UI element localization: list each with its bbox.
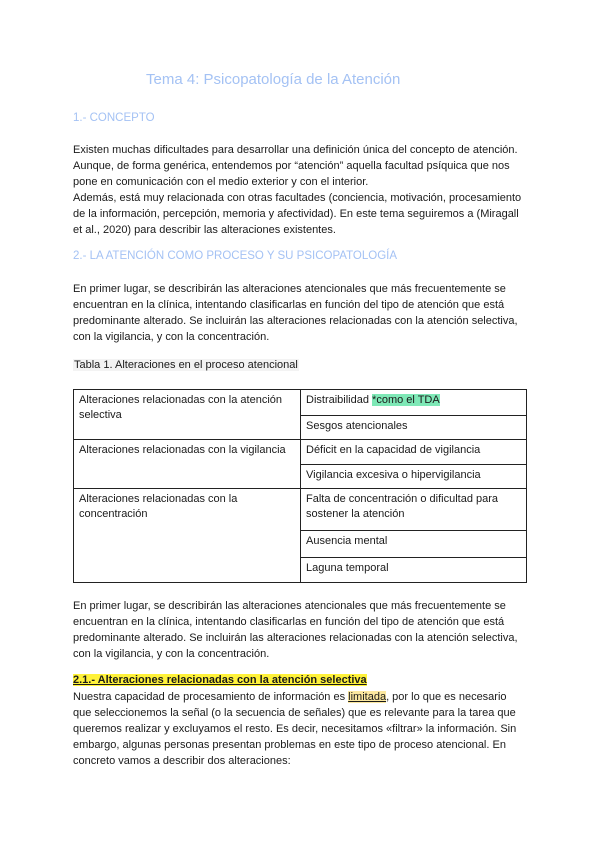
- text-line: En primer lugar, se describirán las alteraciones atencionales que más frecuentemente se: [73, 283, 506, 295]
- highlighted-word: limitada: [348, 691, 387, 703]
- text-span: , por lo que es necesario: [386, 691, 507, 703]
- text-line: En primer lugar, se describirán las alteraciones atencionales que más frecuentemente se: [73, 600, 506, 612]
- text-line: encuentran en la clínica, intentando clasificarlas en función del tipo de atención que está: [73, 299, 505, 311]
- category-cell: Alteraciones relacionadas con la atención selectiva: [74, 390, 301, 440]
- text-line: queremos realizar y excluyamos el resto. Es decir, necesitamos «filtrar» la información. Sin: [73, 723, 517, 735]
- paragraph-after-table: [73, 598, 533, 662]
- alteraciones-table: [73, 389, 527, 583]
- text-line: et al., 2020) para describir las alteraciones existentes.: [73, 224, 336, 236]
- text-line: predominante alterado. Se incluirán las alteraciones relacionadas con la atención selectiva,: [73, 315, 518, 327]
- text-line: de la información, percepción, memoria y afectividad). En este tema seguiremos a (Miragall: [73, 208, 519, 220]
- text-line: que seleccionemos la señal (o la secuencia de señales) que es relevante para la tarea que: [73, 707, 516, 719]
- table-row: [74, 489, 527, 531]
- text-line: [73, 689, 533, 705]
- item-cell: Laguna temporal: [301, 558, 527, 583]
- text-line: con la vigilancia, y con la concentración.: [73, 331, 270, 343]
- text-line: concreto vamos a describir dos alteraciones:: [73, 755, 291, 767]
- paragraph-atencion-selectiva: [73, 689, 533, 769]
- item-cell: Ausencia mental: [301, 531, 527, 558]
- table-row: [74, 440, 527, 465]
- section-heading-concepto: 1.- CONCEPTO: [73, 112, 155, 124]
- category-cell: Alteraciones relacionadas con la vigilancia: [74, 440, 301, 489]
- paragraph-concepto: [73, 142, 533, 238]
- item-cell: Sesgos atencionales: [301, 416, 527, 440]
- text-line: Aunque, de forma genérica, entendemos por “atención” aquella facultad psíquica que nos: [73, 160, 510, 172]
- table-row: [74, 390, 527, 416]
- category-cell: Alteraciones relacionadas con la concentración: [74, 489, 301, 583]
- highlighted-note: *como el TDA: [372, 394, 440, 406]
- text-line: Además, está muy relacionada con otras facultades (conciencia, motivación, procesamiento: [73, 192, 522, 204]
- subsection-heading: 2.1.- Alteraciones relacionadas con la atención selectiva: [73, 674, 367, 686]
- item-cell: Falta de concentración o dificultad para sostener la atención: [301, 489, 527, 531]
- text-line: predominante alterado. Se incluirán las alteraciones relacionadas con la atención selectiva,: [73, 632, 518, 644]
- paragraph-intro: [73, 281, 533, 345]
- section-heading-atencion-proceso: 2.- LA ATENCIÓN COMO PROCESO Y SU PSICOPATOLOGÍA: [73, 250, 397, 262]
- item-cell: Déficit en la capacidad de vigilancia: [301, 440, 527, 465]
- table-caption: Tabla 1. Alteraciones en el proceso atencional: [74, 359, 298, 371]
- text-line: con la vigilancia, y con la concentración.: [73, 648, 270, 660]
- item-cell: [301, 390, 527, 416]
- item-text: Distraibilidad: [306, 394, 369, 406]
- text-line: embargo, algunas personas presentan problemas en este tipo de proceso atencional. En: [73, 739, 506, 751]
- text-line: encuentran en la clínica, intentando clasificarlas en función del tipo de atención que está: [73, 616, 505, 628]
- text-span: Nuestra capacidad de procesamiento de información es: [73, 691, 349, 703]
- item-cell: Vigilancia excesiva o hipervigilancia: [301, 465, 527, 489]
- text-line: pone en comunicación con el medio exterior y con el interior.: [73, 176, 369, 188]
- document-title: Tema 4: Psicopatología de la Atención: [146, 71, 401, 88]
- text-line: Existen muchas dificultades para desarrollar una definición única del concepto de atención.: [73, 144, 518, 156]
